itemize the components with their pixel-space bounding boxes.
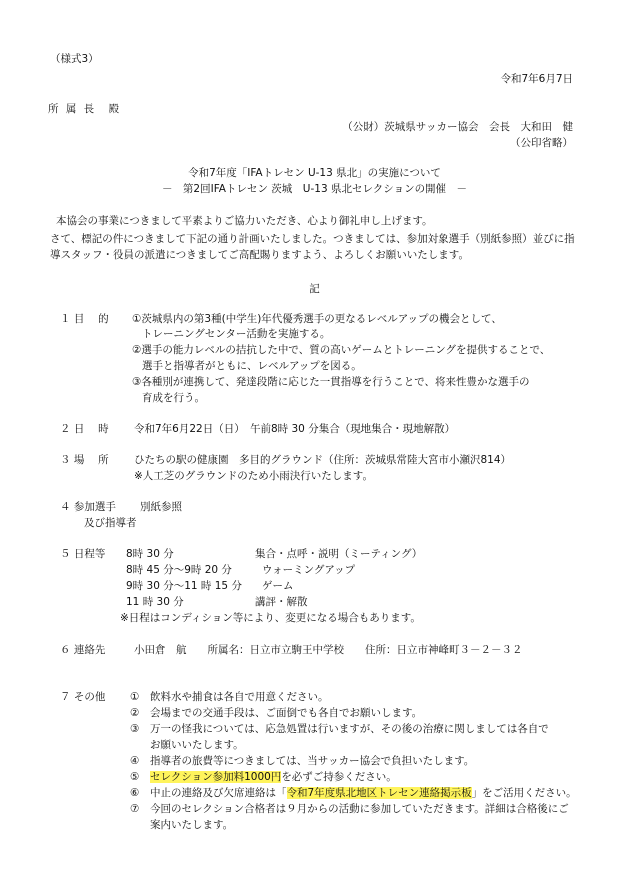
- contact-label: ６ 連絡先: [60, 644, 106, 656]
- other-item-text: 」をご活用ください。: [471, 787, 577, 799]
- other-item: 今回のセレクション合格者は９月からの活動に参加していただきます。詳細は合格後にご: [150, 803, 569, 815]
- other-number: ⑤: [130, 771, 140, 783]
- other-item: 飲料水や捕食は各自で用意ください。: [150, 691, 329, 703]
- addressee: 所 属 長 殿: [48, 103, 122, 115]
- schedule-time: 9時 30 分～11 時 15 分: [126, 580, 242, 592]
- other-item: 指導者の旅費等につきましては、当サッカー協会で負担いたします。: [150, 755, 475, 767]
- other-number: ⑥: [130, 787, 140, 799]
- place-value: ひたちの駅の健康園 多目的グラウンド（住所：茨城県常陸大宮市小瀬沢814）: [134, 454, 512, 466]
- schedule-event: 講評・解散: [255, 596, 308, 608]
- seal-note: （公印省略）: [510, 137, 573, 149]
- schedule-event: ウォーミングアップ: [262, 564, 356, 576]
- other-item-text: を必ずご持参ください。: [281, 771, 397, 783]
- bulletin-board-highlight: 令和7年度県北地区トレセン連絡掲示板: [286, 787, 472, 799]
- schedule-time: 8時 30 分: [126, 548, 174, 560]
- greeting-line: さて、標記の件につきまして下記の通り計画いたしました。つきましては、参加対象選手（別紙参照）並びに指: [50, 233, 575, 245]
- schedule-event: 集合・点呼・説明（ミーティング）: [255, 548, 423, 560]
- ki-heading: 記: [309, 283, 320, 295]
- other-number: ③: [130, 723, 140, 735]
- purpose-line: ①茨城県内の第3種(中学生)年代優秀選手の更なるレベルアップの機会として、: [132, 313, 502, 325]
- purpose-line: ③各種別が連携して、発達段階に応じた一貫指導を行うことで、将来性豊かな選手の: [132, 376, 530, 388]
- document-subtitle: － 第2回IFAトレセン 茨城 U-13 県北セレクションの開催 －: [161, 183, 468, 195]
- place-note: ※人工芝のグラウンドのため小雨決行いたします。: [134, 470, 373, 482]
- purpose-label: １ 目 的: [60, 313, 109, 325]
- schedule-note: ※日程はコンディション等により、変更になる場合もあります。: [120, 612, 421, 624]
- contact-value: 小田倉 航 所属名：日立市立駒王中学校 住所：日立市神峰町３－２－３２: [134, 644, 523, 656]
- other-item: 万一の怪我については、応急処置は行いますが、その後の治療に関しましては各自で: [150, 723, 549, 735]
- other-label: ７ その他: [60, 691, 106, 703]
- participants-label: ４ 参加選手: [60, 501, 116, 513]
- place-label: ３ 場 所: [60, 454, 109, 466]
- greeting-line: 本協会の事業につきまして平素よりご協力いただき、心より御礼申し上げます。: [56, 215, 433, 227]
- document-title: 令和7年度「IFAトレセン U-13 県北」の実施について: [188, 167, 441, 179]
- other-item: 会場までの交通手段は、ご面倒でも各自でお願いします。: [150, 707, 423, 719]
- schedule-event: ゲーム: [262, 580, 294, 592]
- schedule-time: 8時 45 分～9時 20 分: [126, 564, 232, 576]
- other-item: お願いいたします。: [150, 739, 244, 751]
- purpose-line: トレーニングセンター活動を実施する。: [142, 328, 331, 340]
- greeting-line: 導スタッフ・役員の派遣につきましてご高配賜りますよう、よろしくお願いいたします。: [50, 249, 469, 261]
- other-item: [150, 770, 397, 784]
- participants-value: 別紙参照: [140, 501, 182, 513]
- form-number: （様式3）: [50, 53, 99, 65]
- schedule-time: 11 時 30 分: [126, 596, 184, 608]
- other-number: ④: [130, 755, 140, 767]
- sender: （公財）茨城県サッカー協会 会長 大和田 健: [342, 121, 573, 133]
- datetime-value: 令和7年6月22日（日） 午前8時 30 分集合（現地集合・現地解散）: [134, 423, 456, 435]
- purpose-line: 育成を行う。: [142, 392, 205, 404]
- other-number: ⑦: [130, 803, 140, 815]
- document-date: 令和7年6月7日: [500, 73, 573, 85]
- other-number: ①: [130, 691, 140, 703]
- other-item: 案内いたします。: [150, 819, 234, 831]
- participants-label-2: 及び指導者: [84, 517, 137, 529]
- selection-fee-highlight: セレクション参加料1000円: [150, 771, 282, 783]
- other-item: [150, 786, 577, 800]
- other-item-text: 中止の連絡及び欠席連絡は「: [150, 787, 287, 799]
- datetime-label: ２ 日 時: [60, 423, 109, 435]
- schedule-label: ５ 日程等: [60, 548, 106, 560]
- purpose-line: 選手と指導者がともに、レベルアップを図る。: [142, 360, 362, 372]
- purpose-line: ②選手の能力レベルの拮抗した中で、質の高いゲームとトレーニングを提供することで、: [132, 344, 551, 356]
- other-number: ②: [130, 707, 140, 719]
